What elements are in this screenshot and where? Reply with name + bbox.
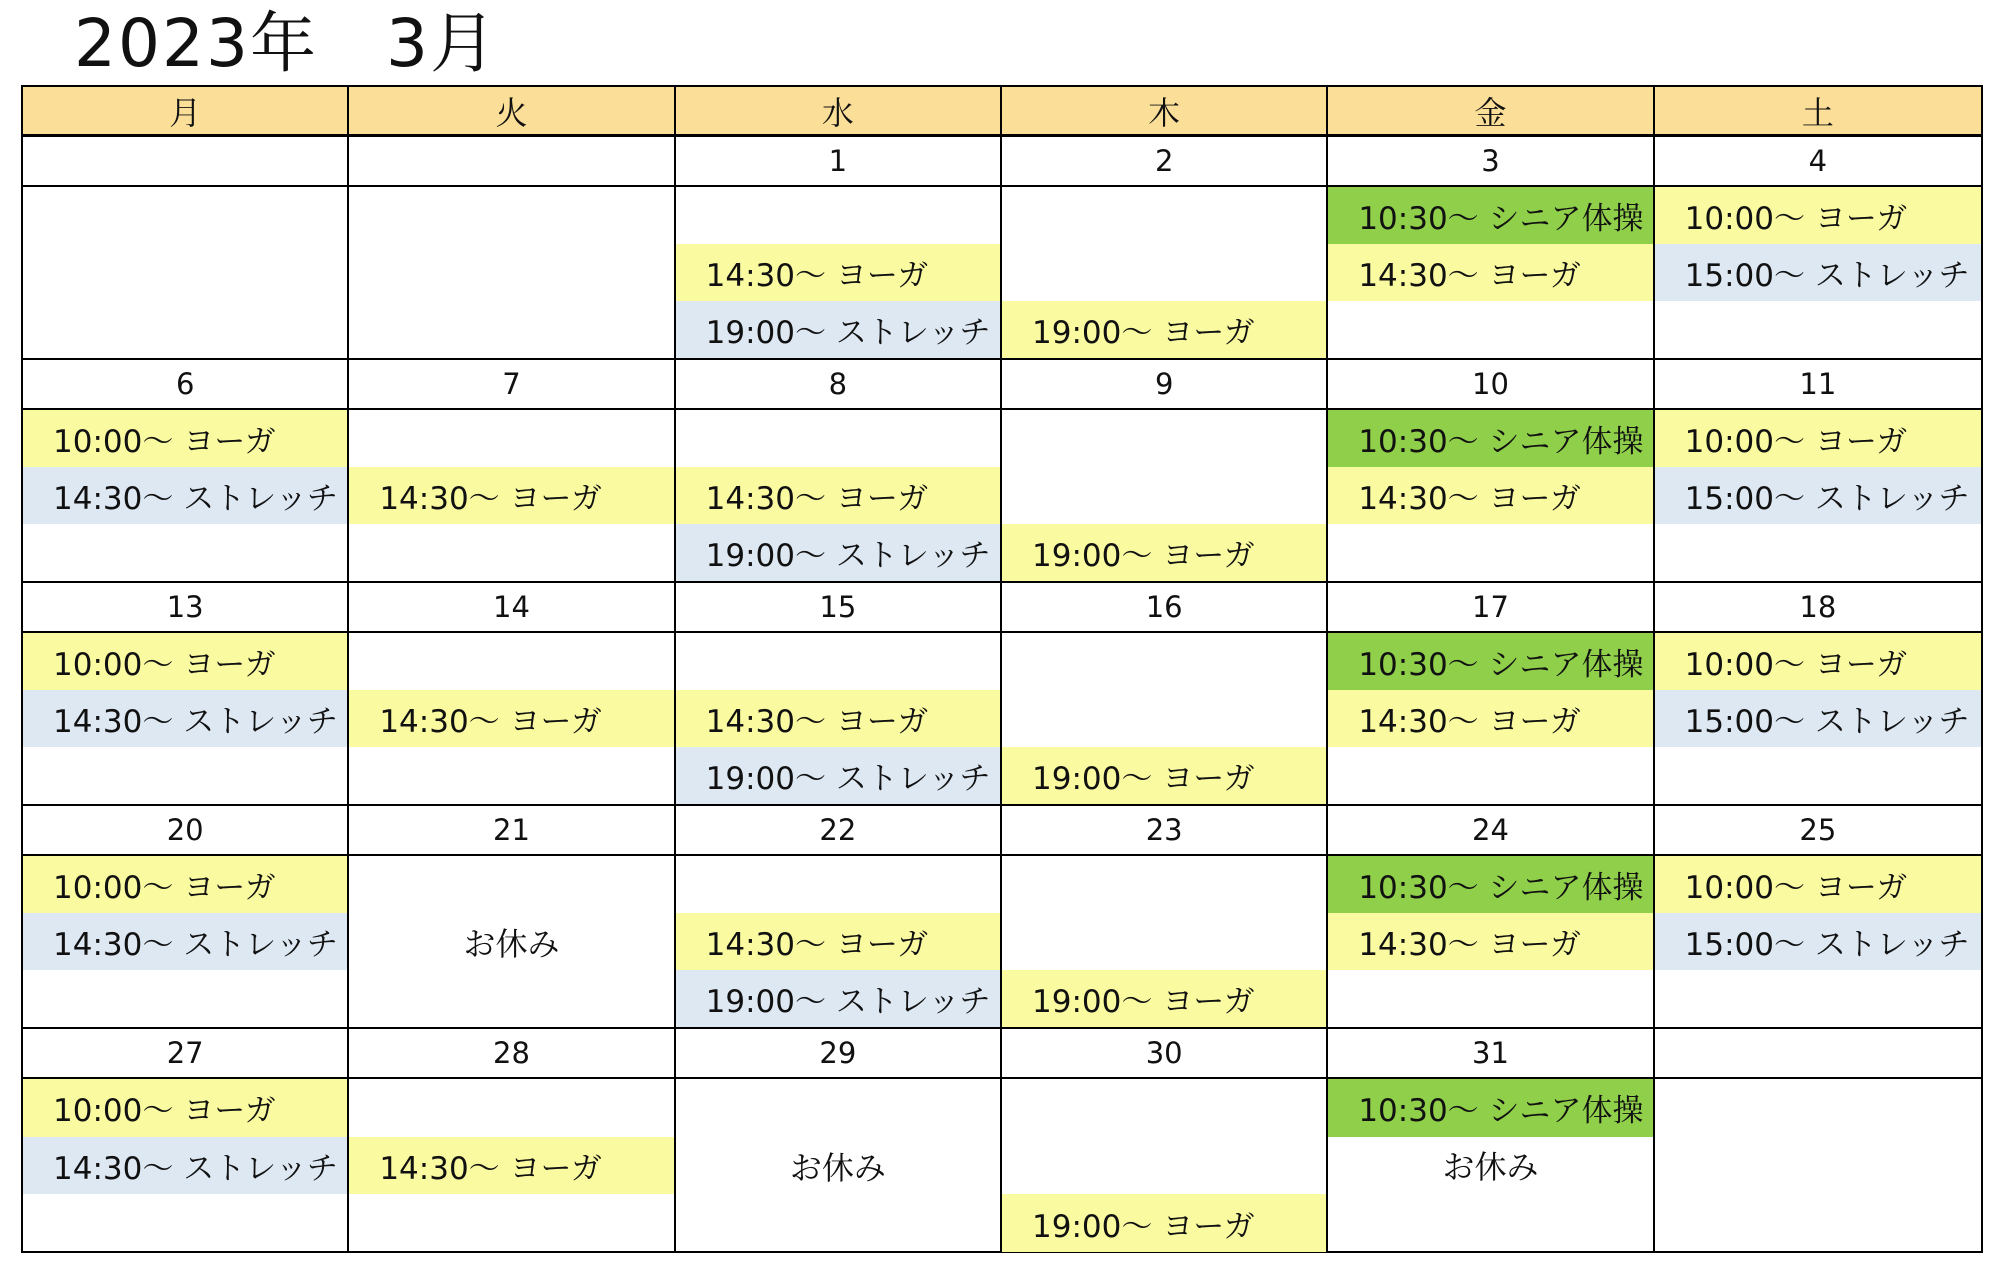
event-stretch[interactable]: 15:00～ ストレッチ — [1655, 913, 1981, 970]
empty-slot — [1328, 1194, 1652, 1252]
weekday-header: 土 — [1655, 87, 1981, 137]
day-number: 27 — [23, 1029, 349, 1079]
empty-slot — [349, 1194, 673, 1252]
event-stretch[interactable]: 14:30～ ストレッチ — [23, 690, 347, 747]
day-number — [1655, 1029, 1981, 1079]
event-yoga[interactable]: 10:00～ ヨーガ — [23, 856, 347, 913]
day-events — [1328, 1079, 1654, 1252]
empty-slot — [1328, 970, 1652, 1027]
event-yoga[interactable]: 14:30～ ヨーガ — [349, 1137, 673, 1195]
event-stretch[interactable]: 14:30～ ストレッチ — [23, 1137, 347, 1195]
empty-slot — [1002, 244, 1326, 301]
day-events — [676, 410, 1002, 583]
event-yoga[interactable]: 10:00～ ヨーガ — [1655, 856, 1981, 913]
event-yoga[interactable]: 14:30～ ヨーガ — [1328, 467, 1652, 524]
day-number: 13 — [23, 583, 349, 633]
day-events — [1002, 633, 1328, 806]
day-number: 10 — [1328, 360, 1654, 410]
empty-slot — [1002, 633, 1326, 690]
empty-slot — [1655, 301, 1981, 358]
event-yoga[interactable]: 14:30～ ヨーガ — [676, 913, 1000, 970]
day-events — [349, 633, 675, 806]
weekday-header: 金 — [1328, 87, 1654, 137]
empty-slot — [1328, 747, 1652, 804]
empty-slot — [1328, 524, 1652, 581]
day-events — [1002, 856, 1328, 1029]
event-yoga[interactable]: 10:00～ ヨーガ — [1655, 410, 1981, 467]
day-number: 23 — [1002, 806, 1328, 856]
day-number: 22 — [676, 806, 1002, 856]
day-events — [23, 1079, 349, 1252]
day-events — [349, 410, 675, 583]
day-number: 18 — [1655, 583, 1981, 633]
day-events — [23, 187, 349, 360]
day-events — [23, 410, 349, 583]
event-yoga[interactable]: 10:00～ ヨーガ — [23, 633, 347, 690]
empty-slot — [1002, 856, 1326, 913]
empty-slot — [23, 244, 347, 301]
day-number: 21 — [349, 806, 675, 856]
event-yoga[interactable]: 14:30～ ヨーガ — [1328, 690, 1652, 747]
empty-slot — [1002, 467, 1326, 524]
event-senior[interactable]: 10:30～ シニア体操 — [1328, 856, 1652, 913]
empty-slot — [676, 633, 1000, 690]
empty-slot — [23, 970, 347, 1027]
empty-slot — [23, 1194, 347, 1252]
day-number — [349, 137, 675, 187]
event-senior[interactable]: 10:30～ シニア体操 — [1328, 187, 1652, 244]
day-events — [1655, 410, 1981, 583]
event-yoga[interactable]: 14:30～ ヨーガ — [676, 690, 1000, 747]
day-number: 29 — [676, 1029, 1002, 1079]
event-stretch[interactable]: 19:00～ ストレッチ — [676, 524, 1000, 581]
day-number: 1 — [676, 137, 1002, 187]
day-number: 28 — [349, 1029, 675, 1079]
calendar-grid — [21, 85, 1983, 1253]
empty-slot — [1655, 1194, 1981, 1252]
empty-slot — [1002, 690, 1326, 747]
empty-slot — [1002, 1079, 1326, 1137]
day-events — [1328, 633, 1654, 806]
empty-slot — [1328, 301, 1652, 358]
day-number: 4 — [1655, 137, 1981, 187]
page-title: 2023年 3月 — [74, 5, 498, 82]
day-events — [1655, 187, 1981, 360]
day-number: 14 — [349, 583, 675, 633]
event-stretch[interactable]: 15:00～ ストレッチ — [1655, 467, 1981, 524]
empty-slot — [1002, 1137, 1326, 1195]
event-yoga[interactable]: 10:00～ ヨーガ — [1655, 187, 1981, 244]
day-events — [1328, 187, 1654, 360]
weekday-header: 水 — [676, 87, 1002, 137]
closed-label: お休み — [1442, 1148, 1539, 1187]
day-events — [1328, 410, 1654, 583]
day-number: 25 — [1655, 806, 1981, 856]
day-number — [23, 137, 349, 187]
empty-slot — [23, 747, 347, 804]
weekday-header: 木 — [1002, 87, 1328, 137]
event-yoga[interactable]: 10:00～ ヨーガ — [23, 410, 347, 467]
event-yoga[interactable]: 19:00～ ヨーガ — [1002, 970, 1326, 1027]
empty-slot — [1002, 187, 1326, 244]
empty-slot — [1655, 1137, 1981, 1195]
event-yoga[interactable]: 10:00～ ヨーガ — [1655, 633, 1981, 690]
day-number: 8 — [676, 360, 1002, 410]
event-stretch[interactable]: 15:00～ ストレッチ — [1655, 690, 1981, 747]
empty-slot — [1655, 747, 1981, 804]
event-stretch[interactable]: 14:30～ ストレッチ — [23, 467, 347, 524]
day-closed: お休み — [676, 1079, 1002, 1252]
event-yoga[interactable]: 10:00～ ヨーガ — [23, 1079, 347, 1137]
empty-slot — [349, 524, 673, 581]
empty-slot — [676, 410, 1000, 467]
day-number: 7 — [349, 360, 675, 410]
day-events — [23, 856, 349, 1029]
day-number: 20 — [23, 806, 349, 856]
weekday-header: 月 — [23, 87, 349, 137]
day-events — [1655, 856, 1981, 1029]
day-events — [1655, 633, 1981, 806]
day-events — [676, 187, 1002, 360]
empty-slot — [676, 856, 1000, 913]
empty-slot — [23, 187, 347, 244]
event-yoga[interactable]: 19:00～ ヨーガ — [1002, 301, 1326, 358]
empty-slot — [349, 244, 673, 301]
day-number: 17 — [1328, 583, 1654, 633]
event-yoga[interactable]: 14:30～ ヨーガ — [1328, 244, 1652, 301]
empty-slot — [349, 747, 673, 804]
day-number: 9 — [1002, 360, 1328, 410]
event-yoga[interactable]: 14:30～ ヨーガ — [676, 467, 1000, 524]
event-stretch[interactable]: 19:00～ ストレッチ — [676, 301, 1000, 358]
day-events — [1655, 1079, 1981, 1252]
empty-slot — [23, 524, 347, 581]
empty-slot — [1655, 1079, 1981, 1137]
empty-slot — [349, 1079, 673, 1137]
day-number: 16 — [1002, 583, 1328, 633]
event-yoga[interactable]: 14:30～ ヨーガ — [676, 244, 1000, 301]
empty-slot — [1002, 410, 1326, 467]
day-number: 31 — [1328, 1029, 1654, 1079]
day-events — [23, 633, 349, 806]
day-closed: お休み — [349, 856, 675, 1029]
empty-slot — [1655, 970, 1981, 1027]
empty-slot — [676, 187, 1000, 244]
event-stretch[interactable]: 19:00～ ストレッチ — [676, 970, 1000, 1027]
day-number: 6 — [23, 360, 349, 410]
weekday-header: 火 — [349, 87, 675, 137]
day-events — [676, 856, 1002, 1029]
day-number: 3 — [1328, 137, 1654, 187]
day-events — [1002, 187, 1328, 360]
day-number: 24 — [1328, 806, 1654, 856]
empty-slot — [23, 301, 347, 358]
day-number: 15 — [676, 583, 1002, 633]
day-events — [1328, 856, 1654, 1029]
day-events — [1002, 410, 1328, 583]
empty-slot — [1655, 524, 1981, 581]
event-yoga[interactable]: 14:30～ ヨーガ — [349, 467, 673, 524]
event-stretch[interactable]: 15:00～ ストレッチ — [1655, 244, 1981, 301]
empty-slot — [1002, 913, 1326, 970]
event-yoga[interactable]: 19:00～ ヨーガ — [1002, 747, 1326, 804]
day-events — [349, 1079, 675, 1252]
day-events — [349, 187, 675, 360]
event-stretch[interactable]: 19:00～ ストレッチ — [676, 747, 1000, 804]
empty-slot — [349, 410, 673, 467]
event-senior[interactable]: 10:30～ シニア体操 — [1328, 410, 1652, 467]
empty-slot — [349, 301, 673, 358]
day-events — [1002, 1079, 1328, 1252]
event-senior[interactable]: 10:30～ シニア体操 — [1328, 1079, 1652, 1137]
empty-slot — [349, 633, 673, 690]
day-number: 2 — [1002, 137, 1328, 187]
event-stretch[interactable]: 14:30～ ストレッチ — [23, 913, 347, 970]
event-senior[interactable]: 10:30～ シニア体操 — [1328, 633, 1652, 690]
day-number: 11 — [1655, 360, 1981, 410]
empty-slot — [349, 187, 673, 244]
event-yoga[interactable]: 19:00～ ヨーガ — [1002, 1194, 1326, 1252]
day-number: 30 — [1002, 1029, 1328, 1079]
event-yoga[interactable]: 14:30～ ヨーガ — [1328, 913, 1652, 970]
day-events — [676, 633, 1002, 806]
event-yoga[interactable]: 19:00～ ヨーガ — [1002, 524, 1326, 581]
event-yoga[interactable]: 14:30～ ヨーガ — [349, 690, 673, 747]
